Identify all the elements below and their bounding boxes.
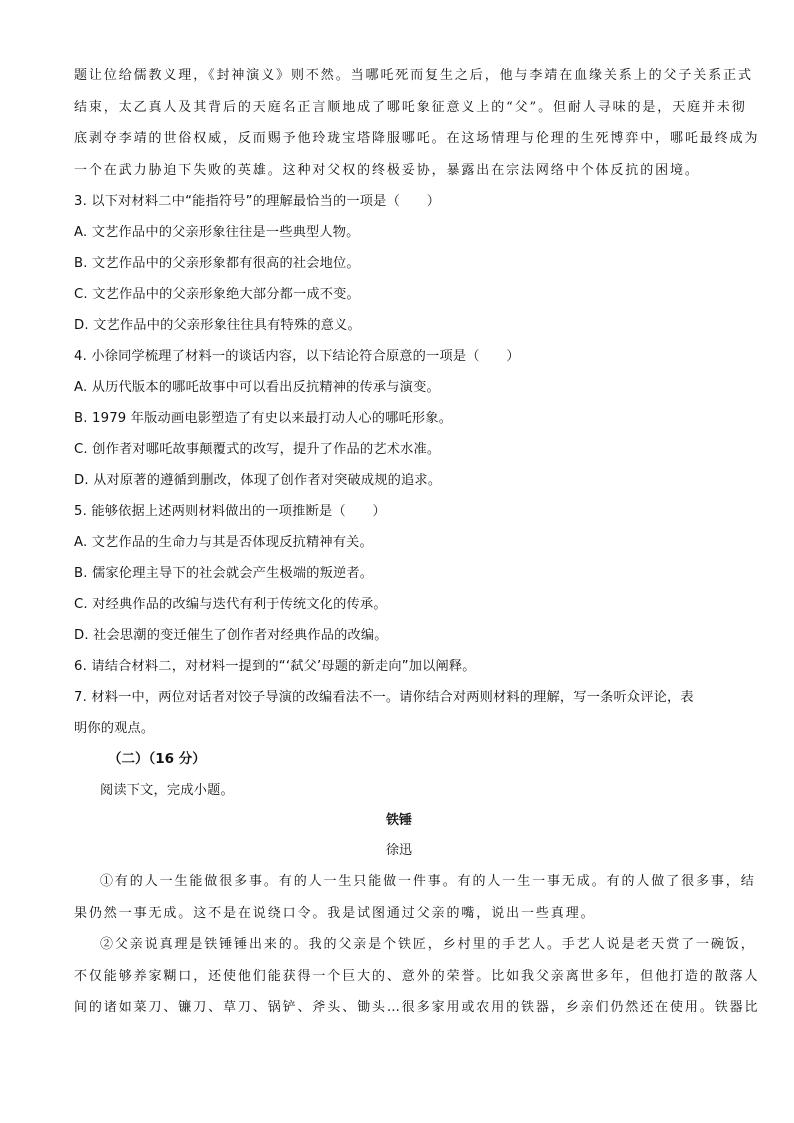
article-author: 徐迅 <box>385 843 412 858</box>
question-stem: 3. 以下对材料二中“能指符号”的理解最恰当的一项是（ ） <box>74 194 441 209</box>
section-heading: （二）（16 分） <box>108 751 206 767</box>
question-3 <box>74 186 724 341</box>
option-b: B. 文艺作品中的父亲形象都有很高的社会地位。 <box>74 256 360 271</box>
article-paragraph-1 <box>74 866 756 929</box>
paragraph-line: 不仅能够养家糊口，还使他们能获得一个巨大的、意外的荣誉。比如我父亲离世多年，但他打造的散落人 <box>74 968 760 984</box>
article-title: 铁锤 <box>385 813 412 828</box>
question-stem: 4. 小徐同学梳理了材料一的谈话内容，以下结论符合原意的一项是（ ） <box>74 349 520 364</box>
paragraph-line: ②父亲说真理是铁锤锤出来的。我的父亲是个铁匠，乡村里的手艺人。手艺人说是老天赏了一碗饭， <box>100 937 756 952</box>
option-a: A. 从历代版本的哪吒故事中可以看出反抗精神的传承与演变。 <box>74 380 440 395</box>
paragraph-line: 间的诸如菜刀、镰刀、草刀、锅铲、斧头、锄头…很多家用或农用的铁器，乡亲们仍然还在使用。铁器比 <box>74 1000 760 1015</box>
option-a: A. 文艺作品中的父亲形象往往是一些典型人物。 <box>74 225 360 240</box>
option-d: D. 从对原著的遵循到删改，体现了创作者对突破成规的追求。 <box>74 473 442 488</box>
question-7 <box>74 682 724 744</box>
option-b: B. 儒家伦理主导下的社会就会产生极端的叛逆者。 <box>74 566 374 581</box>
option-c: C. 创作者对哪吒故事颠覆式的改写，提升了作品的艺术水准。 <box>74 442 441 457</box>
option-a: A. 文艺作品的生命力与其是否体现反抗精神有关。 <box>74 535 373 550</box>
paragraph-line: 果仍然一事无成。这不是在说绕口令。我是试图通过父亲的嘴，说出一些真理。 <box>74 905 596 921</box>
question-7-line-1: 7. 材料一中，两位对话者对饺子导演的改编看法不一。请你结合对两则材料的理解，写一条听众评论，表 <box>74 690 694 705</box>
option-c: C. 对经典作品的改编与迭代有利于传统文化的传承。 <box>74 597 387 612</box>
reading-instruction: 阅读下文，完成小题。 <box>100 783 234 798</box>
paragraph-line: ①有的人一生能做很多事。有的人一生只能做一件事。有的人一生一事无成。有的人做了很多事，结 <box>100 874 756 889</box>
material-line-1: 题让位给儒教义理，《封神演义》则不然。当哪吒死而复生之后，他与李靖在血缘关系上的父子关系正式 <box>74 68 753 83</box>
question-5 <box>74 496 724 651</box>
question-4 <box>74 341 724 496</box>
material-line-4: 一个在武力胁迫下失败的英雄。这种对父权的终极妥协，暴露出在宗法网络中个体反抗的困境。 <box>74 162 700 178</box>
question-stem: 5. 能够依据上述两则材料做出的一项推断是（ ） <box>74 504 386 519</box>
exam-page <box>74 60 760 1024</box>
option-d: D. 文艺作品中的父亲形象往往具有特殊的意义。 <box>74 318 361 333</box>
material-line-3: 底剥夺李靖的世俗权威，反而赐予他玲珑宝塔降服哪吒。在这场情理与伦理的生死博弈中，哪吒最终成为 <box>74 131 760 146</box>
material-continuation <box>74 60 760 186</box>
question-7-line-2: 明你的观点。 <box>74 721 155 736</box>
article-paragraph-2 <box>74 929 760 1024</box>
option-b: B. 1979 年版动画电影塑造了有史以来最打动人心的哪吒形象。 <box>74 411 453 426</box>
option-d: D. 社会思潮的变迁催生了创作者对经典作品的改编。 <box>74 628 388 643</box>
question-6: 6. 请结合材料二，对材料一提到的“‘弑父’母题的新走向”加以阐释。 <box>74 659 476 674</box>
material-line-2: 结束，太乙真人及其背后的天庭名正言顺地成了哪吒象征意义上的“父”。但耐人寻味的是，天庭并未彻 <box>74 99 747 115</box>
option-c: C. 文艺作品中的父亲形象绝大部分都一成不变。 <box>74 287 360 302</box>
